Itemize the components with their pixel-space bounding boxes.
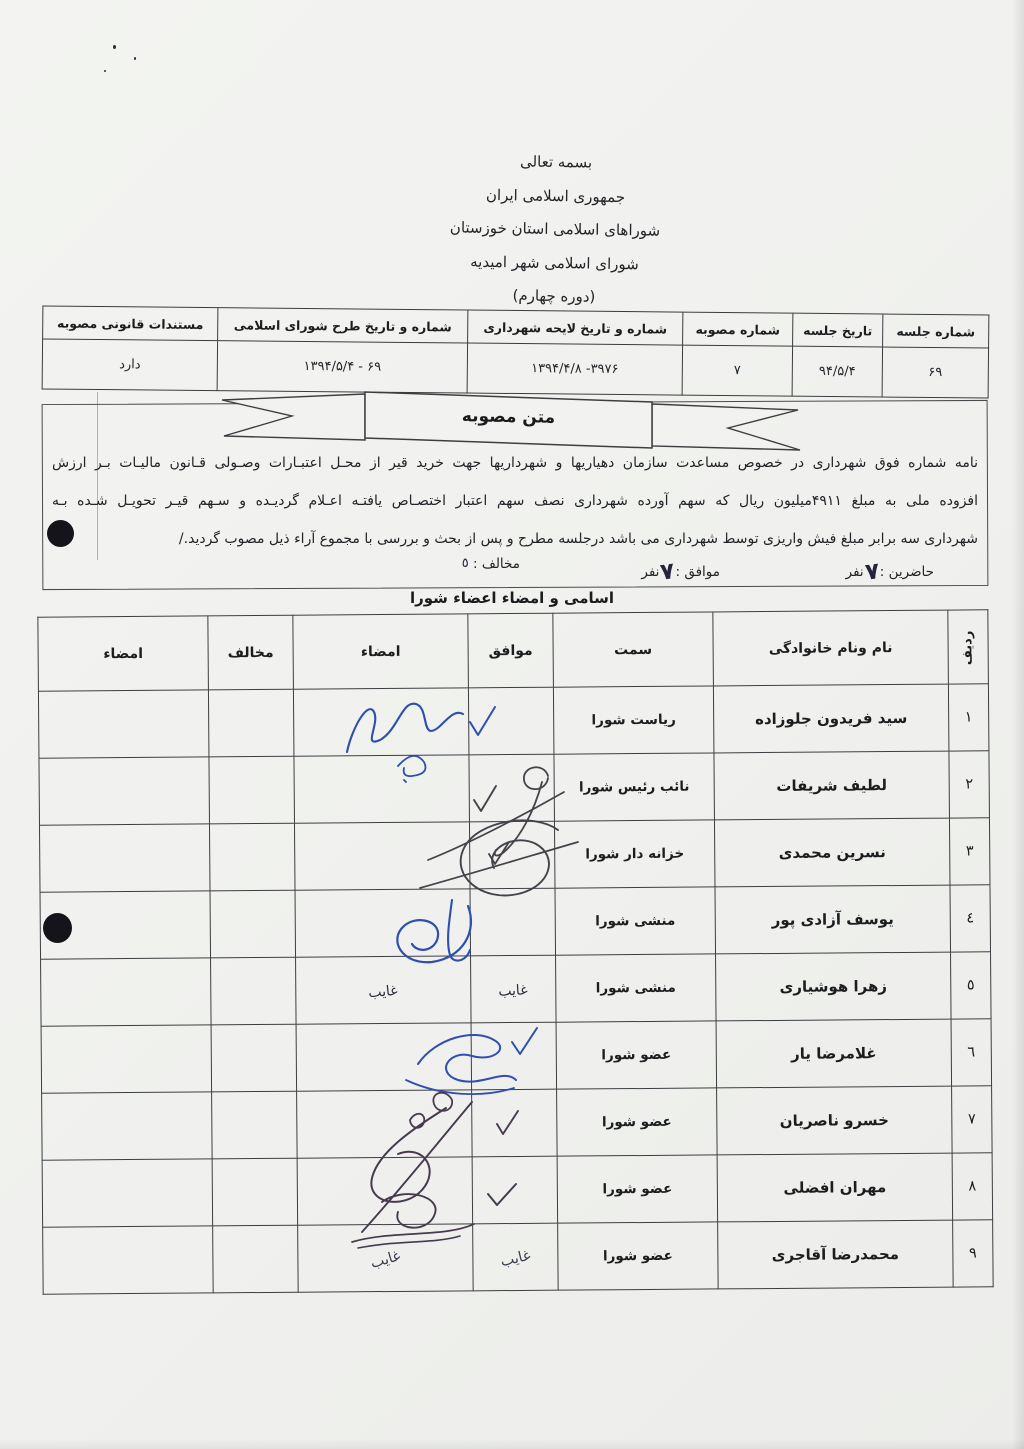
present-value-handwritten: ۷ — [863, 558, 881, 586]
absent-mark-signature: غایب — [368, 1247, 403, 1272]
cell-oppose — [213, 1225, 299, 1293]
cell-signature — [297, 1157, 473, 1225]
row-no-label: ردیف — [960, 630, 976, 665]
against-count — [462, 556, 520, 572]
cell-row-no: ٢ — [949, 751, 990, 818]
cell-row-no: ٧ — [952, 1086, 993, 1153]
council-plan-value: ۱۳۹۴/۵/۴ - ۶۹ — [217, 341, 467, 393]
cell-name: لطیف شریفات — [714, 751, 950, 820]
cell-oppose — [211, 1024, 297, 1092]
cell-approve — [471, 955, 557, 1023]
cell-signature — [298, 1224, 474, 1292]
cell-name: یوسف آزادی پور — [715, 885, 951, 954]
resolution-line-1: نامه شماره فوق شهرداری در خصوص مساعدت سازمان دهیاریها و شهرداریها جهت خرید قیر از محـل اعتبـارات وصـولی قـانون مالیـات بـر ارزش — [52, 455, 978, 471]
col-council-plan: شماره و تاریخ طرح شورای اسلامی — [218, 308, 468, 343]
members-section-title: اسامی و امضاء اعضاء شورا — [409, 589, 615, 607]
agree-value-handwritten: ۷ — [659, 558, 677, 586]
cell-position: منشی شورا — [555, 887, 716, 955]
cell-row-no: ٣ — [949, 818, 990, 885]
cell-approve — [469, 821, 555, 889]
cell-row-no: ٤ — [950, 885, 991, 952]
cell-approve — [468, 687, 554, 755]
resolution-line-2: افزوده ملی به مبلغ ۴۹۱۱میلیون ریال که سهم آورده شهرداری نصف سهم اعتبار اختصـاص یافتـه اعـلام گردیـده و سـهم قیـر تحویـل شـده بـه — [52, 493, 979, 509]
cell-position: ریاست شورا — [553, 686, 714, 754]
absent-mark-approve: غایب — [498, 1247, 532, 1270]
cell-name: غلامرضا یار — [716, 1019, 952, 1088]
cell-oppose — [211, 957, 297, 1025]
member-row — [41, 952, 991, 1026]
col-municipality-bill: شماره و تاریخ لایحه شهرداری — [468, 310, 683, 345]
cell-signature — [294, 755, 470, 823]
absent-mark-approve: غایب — [498, 981, 529, 1000]
cell-name: محمدرضا آقاجری — [718, 1220, 954, 1289]
cell-row-no: ٦ — [951, 1019, 992, 1086]
legal-docs-value: دارد — [42, 339, 217, 391]
cell-oppose-signature — [41, 958, 212, 1026]
cell-oppose — [209, 823, 295, 891]
session-date-value: ۹۴/۵/۴ — [792, 346, 882, 397]
cell-signature — [294, 822, 470, 890]
cell-position: عضو شورا — [557, 1088, 718, 1156]
cell-signature — [297, 1090, 473, 1158]
col-session-no: شماره جلسه — [883, 314, 989, 348]
session-no-value: ۶۹ — [882, 347, 988, 398]
col-oppose-signature: امضاء — [38, 616, 209, 691]
cell-oppose-signature — [42, 1159, 213, 1227]
cell-oppose-signature — [42, 1092, 213, 1160]
cell-name: نسرین محمدی — [714, 818, 950, 887]
col-oppose: مخالف — [208, 615, 294, 690]
cell-oppose-signature — [43, 1226, 214, 1294]
member-row — [39, 818, 989, 892]
ink-speck — [113, 45, 116, 49]
term-line: (دوره چهارم) — [512, 286, 596, 306]
absent-mark-signature: غایب — [367, 982, 399, 1001]
present-unit: نفر — [845, 564, 864, 580]
cell-oppose — [209, 756, 295, 824]
cell-position: عضو شورا — [556, 1021, 717, 1089]
cell-approve — [473, 1223, 559, 1291]
against-value-handwritten: ٥ — [461, 556, 469, 571]
member-row — [41, 1019, 991, 1093]
municipality-bill-value: ۱۳۹۴/۴/۸ -۳۹۷۶ — [467, 343, 682, 395]
member-row — [43, 1220, 993, 1294]
cell-name: زهرا هوشیاری — [716, 952, 952, 1021]
cell-approve — [469, 754, 555, 822]
col-row-no — [948, 610, 989, 684]
cell-position: عضو شورا — [557, 1155, 718, 1223]
col-legal-docs: مستندات قانونی مصوبه — [43, 306, 218, 341]
banner-title: متن مصوبه — [461, 406, 556, 428]
cell-position: نائب رئیس شورا — [554, 753, 715, 821]
agree-label: موافق : — [675, 564, 720, 580]
member-row — [42, 1086, 992, 1160]
col-position: سمت — [553, 612, 714, 687]
col-session-date: تاریخ جلسه — [793, 313, 883, 347]
city-council-line: شورای اسلامی شهر امیدیه — [470, 252, 639, 273]
scan-right-edge-shadow — [1012, 0, 1024, 1449]
cell-row-no: ٩ — [953, 1220, 994, 1287]
col-full-name: نام ونام خانوادگی — [713, 610, 949, 686]
cell-oppose-signature — [39, 757, 210, 825]
present-count — [845, 556, 934, 586]
col-signature: امضاء — [293, 614, 469, 689]
cell-approve — [472, 1089, 558, 1157]
cell-position: خزانه دار شورا — [554, 820, 715, 888]
col-resolution-no: شماره مصوبه — [683, 312, 793, 346]
member-row — [42, 1153, 992, 1227]
member-row — [39, 751, 989, 825]
cell-approve — [471, 1022, 557, 1090]
cell-approve — [470, 888, 556, 956]
cell-oppose-signature — [41, 1025, 212, 1093]
cell-oppose-signature — [39, 824, 210, 892]
cell-row-no: ١ — [948, 684, 989, 751]
members-header-row — [38, 610, 989, 691]
cell-position: عضو شورا — [558, 1222, 719, 1290]
cell-name: مهران افضلی — [717, 1153, 953, 1222]
resolution-line-3: شهرداری سه برابر مبلغ فیش واریزی توسط شهرداری می باشد درجلسه مطرح و پس از بحث و بررسی با مجموع آراء ذیل مصوب گردید./ — [178, 531, 978, 547]
ribbon-left-tail — [222, 394, 365, 440]
cell-oppose — [212, 1091, 298, 1159]
cell-row-no: ٨ — [952, 1153, 993, 1220]
ink-speck — [104, 70, 106, 72]
letterhead — [357, 143, 754, 317]
resolution-no-value: ۷ — [682, 345, 792, 396]
cell-oppose — [212, 1158, 298, 1226]
cell-name: خسرو ناصریان — [717, 1086, 953, 1155]
session-info-table — [42, 305, 990, 398]
cell-oppose-signature — [38, 690, 209, 758]
cell-row-no: ٥ — [951, 952, 992, 1019]
ink-speck — [134, 57, 136, 60]
present-label: حاضرین : — [879, 564, 934, 580]
hole-punch-top — [47, 520, 74, 547]
cell-signature — [296, 956, 472, 1024]
hole-punch-bottom — [43, 913, 72, 943]
cell-signature — [295, 889, 471, 957]
cell-oppose — [210, 890, 296, 958]
cell-signature — [296, 1023, 472, 1091]
besmele-line: بسمه تعالی — [519, 152, 593, 172]
province-line: شوراهای اسلامی استان خوزستان — [449, 218, 661, 240]
cell-position: منشی شورا — [556, 954, 717, 1022]
members-table — [37, 609, 993, 1294]
country-line: جمهوری اسلامی ایران — [485, 185, 626, 206]
resolution-paragraph — [52, 444, 978, 558]
agree-count — [641, 556, 720, 586]
member-row — [40, 885, 990, 959]
cell-oppose — [208, 689, 294, 757]
col-approve: موافق — [468, 613, 554, 688]
cell-name: سید فریدون جلوزاده — [713, 684, 949, 753]
scan-bottom-edge-shadow — [0, 1439, 1024, 1449]
against-label: مخالف : — [473, 556, 520, 572]
cell-signature — [293, 688, 469, 756]
cell-approve — [472, 1156, 558, 1224]
member-row — [38, 684, 988, 758]
agree-unit: نفر — [641, 564, 660, 580]
attendance-line — [52, 556, 972, 584]
